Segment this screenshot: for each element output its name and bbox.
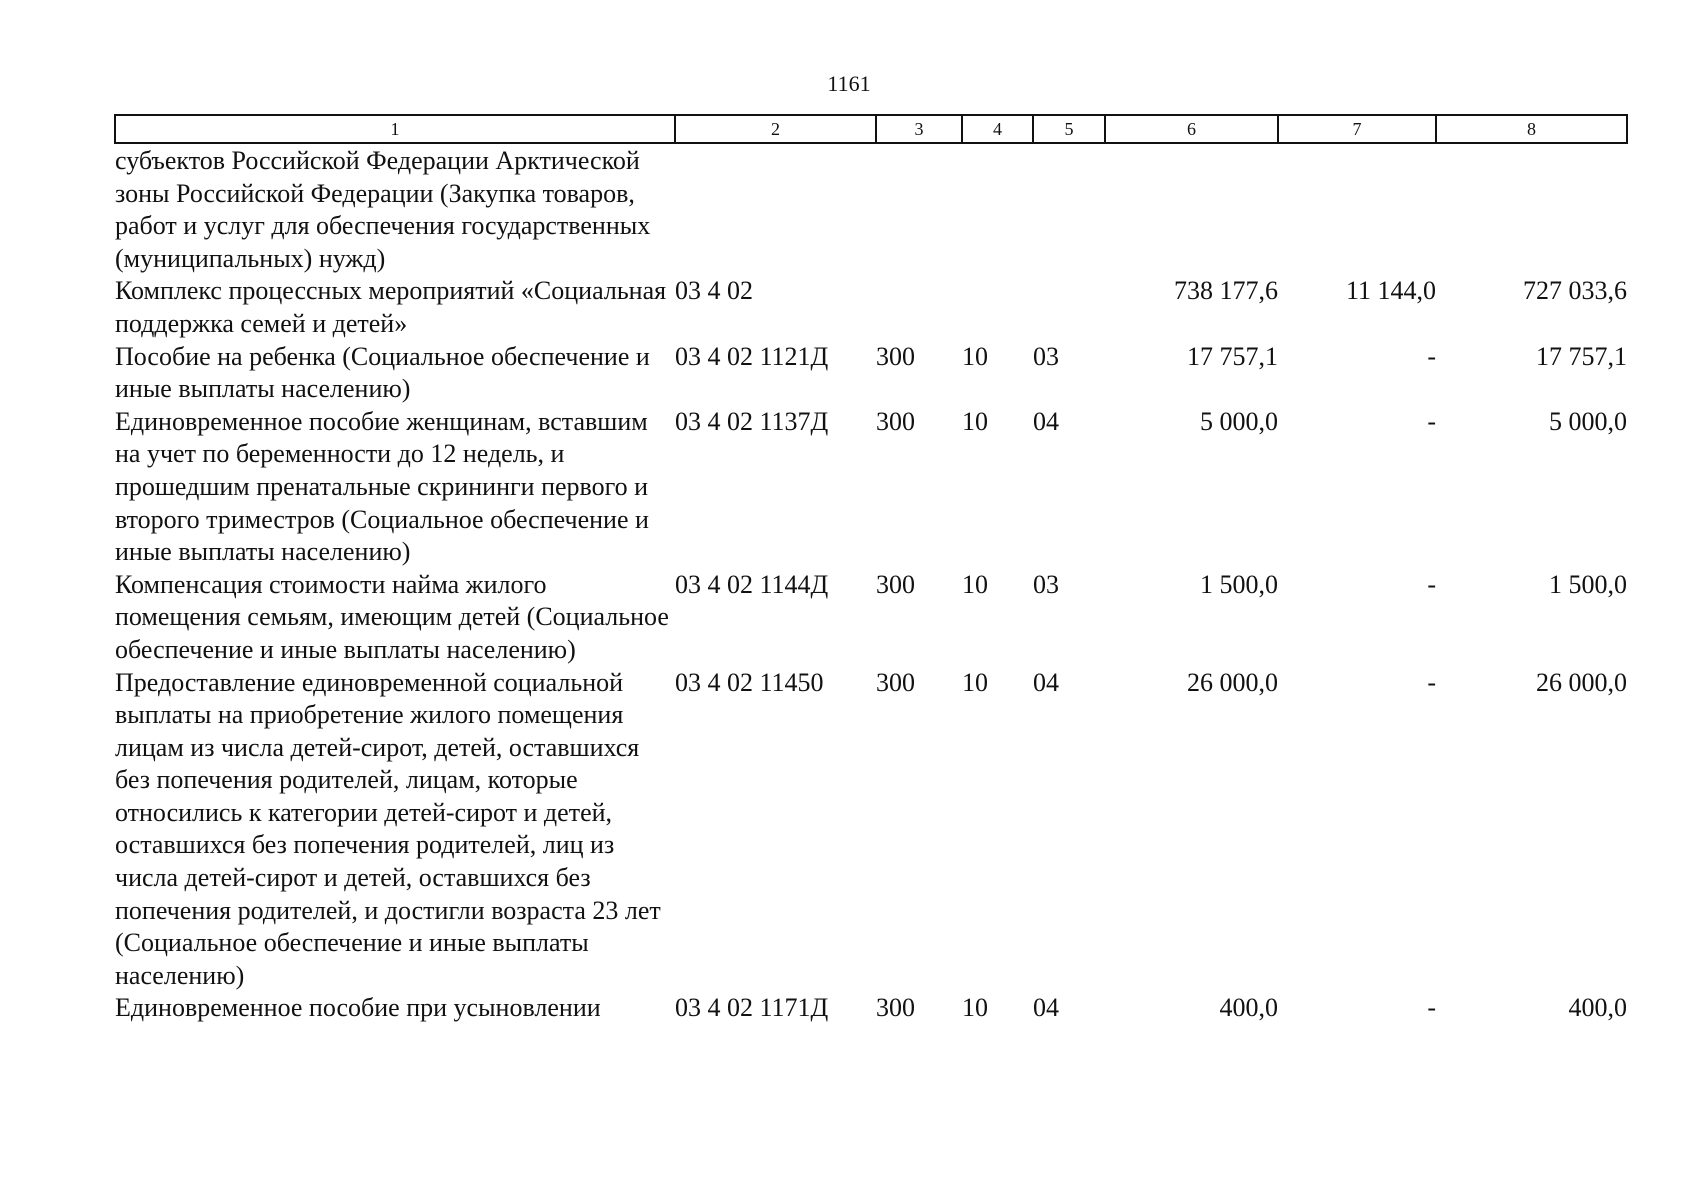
row-csr: 03 4 02 1171Д [675, 993, 829, 1023]
row-total: 26 000,0 [1187, 667, 1278, 697]
row-pr [1033, 275, 1105, 340]
row-rz: 10 [962, 667, 988, 697]
page-number: 1161 [827, 71, 871, 96]
row-col7: - [1427, 569, 1436, 599]
column-header: 2 [675, 115, 876, 143]
table-row [115, 992, 1627, 1025]
column-header: 1 [115, 115, 675, 143]
row-name: Единовременное пособие при усыновлении [115, 993, 601, 1023]
row-col8: 5 000,0 [1549, 406, 1627, 436]
table-row [115, 406, 1627, 569]
row-total: 1 500,0 [1200, 569, 1278, 599]
row-rz: 10 [962, 341, 988, 371]
row-total: 738 177,6 [1174, 276, 1278, 306]
row-total: 17 757,1 [1187, 341, 1278, 371]
row-csr: 03 4 02 1144Д [675, 569, 829, 599]
row-pr: 03 [1033, 341, 1059, 371]
row-csr [675, 143, 876, 275]
row-name: Единовременное пособие женщинам, вставшим на учет по беременности до 12 недель, и прошедшим пренатальные скрининги первого и второго триместров (Социальное обеспечение и иные выплаты населению) [115, 406, 649, 567]
row-csr: 03 4 02 1137Д [675, 406, 829, 436]
row-name: Пособие на ребенка (Социальное обеспечение и иные выплаты населению) [115, 341, 650, 404]
row-pr: 04 [1033, 993, 1059, 1023]
row-col7: - [1427, 341, 1436, 371]
row-col8: 400,0 [1568, 993, 1627, 1023]
row-pr [1033, 143, 1105, 275]
column-header: 5 [1033, 115, 1105, 143]
row-rz [962, 275, 1033, 340]
table-body [115, 143, 1627, 1025]
table-row [115, 275, 1627, 340]
row-vr: 300 [876, 406, 915, 436]
row-name: Предоставление единовременной социальной выплаты на приобретение жилого помещения лицам из числа детей-сирот, детей, оставшихся без попечения родителей, лицам, которые относились к категории детей-сирот и детей, оставшихся без попечения родителей, лиц из числа детей-сирот и детей, оставшихся без попечения родителей, и достигли возраста 23 лет (Социальное обеспечение и иные выплаты населению) [115, 667, 661, 990]
row-pr: 04 [1033, 667, 1059, 697]
row-pr: 04 [1033, 406, 1059, 436]
column-header: 6 [1105, 115, 1278, 143]
row-col7: - [1427, 993, 1436, 1023]
table-row [115, 143, 1627, 275]
row-rz [962, 143, 1033, 275]
row-rz: 10 [962, 569, 988, 599]
row-vr: 300 [876, 569, 915, 599]
row-name: Компенсация стоимости найма жилого помещения семьям, имеющим детей (Социальное обеспечение и иные выплаты населению) [115, 569, 669, 664]
table-row [115, 569, 1627, 667]
row-name: субъектов Российской Федерации Арктической зоны Российской Федерации (Закупка товаров, работ и услуг для обеспечения государственных (муниципальных) нужд) [115, 146, 651, 273]
budget-table [114, 114, 1628, 1025]
row-rz: 10 [962, 406, 988, 436]
table-header [115, 115, 1627, 143]
table-row [115, 341, 1627, 406]
column-header: 7 [1278, 115, 1436, 143]
row-total: 400,0 [1219, 993, 1278, 1023]
row-vr: 300 [876, 993, 915, 1023]
row-col7: 11 144,0 [1345, 276, 1436, 306]
row-total [1105, 143, 1278, 275]
row-rz: 10 [962, 993, 988, 1023]
row-vr: 300 [876, 341, 915, 371]
row-csr: 03 4 02 1121Д [675, 341, 829, 371]
row-csr: 03 4 02 [675, 276, 753, 306]
row-col8 [1436, 143, 1627, 275]
column-header: 8 [1436, 115, 1627, 143]
row-pr: 03 [1033, 569, 1059, 599]
row-name: Комплекс процессных мероприятий «Социальная поддержка семей и детей» [115, 276, 667, 338]
row-vr [876, 275, 962, 340]
column-header: 4 [962, 115, 1033, 143]
row-total: 5 000,0 [1200, 406, 1278, 436]
row-vr: 300 [876, 667, 915, 697]
row-col8: 17 757,1 [1536, 341, 1627, 371]
row-col8: 727 033,6 [1523, 276, 1627, 306]
table-row [115, 667, 1627, 993]
row-col8: 26 000,0 [1536, 667, 1627, 697]
row-col7: - [1427, 667, 1436, 697]
column-header: 3 [876, 115, 962, 143]
column-number-row [115, 115, 1627, 143]
row-col7 [1278, 143, 1436, 275]
row-vr [876, 143, 962, 275]
row-col7: - [1427, 406, 1436, 436]
row-col8: 1 500,0 [1549, 569, 1627, 599]
row-csr: 03 4 02 11450 [675, 667, 824, 697]
